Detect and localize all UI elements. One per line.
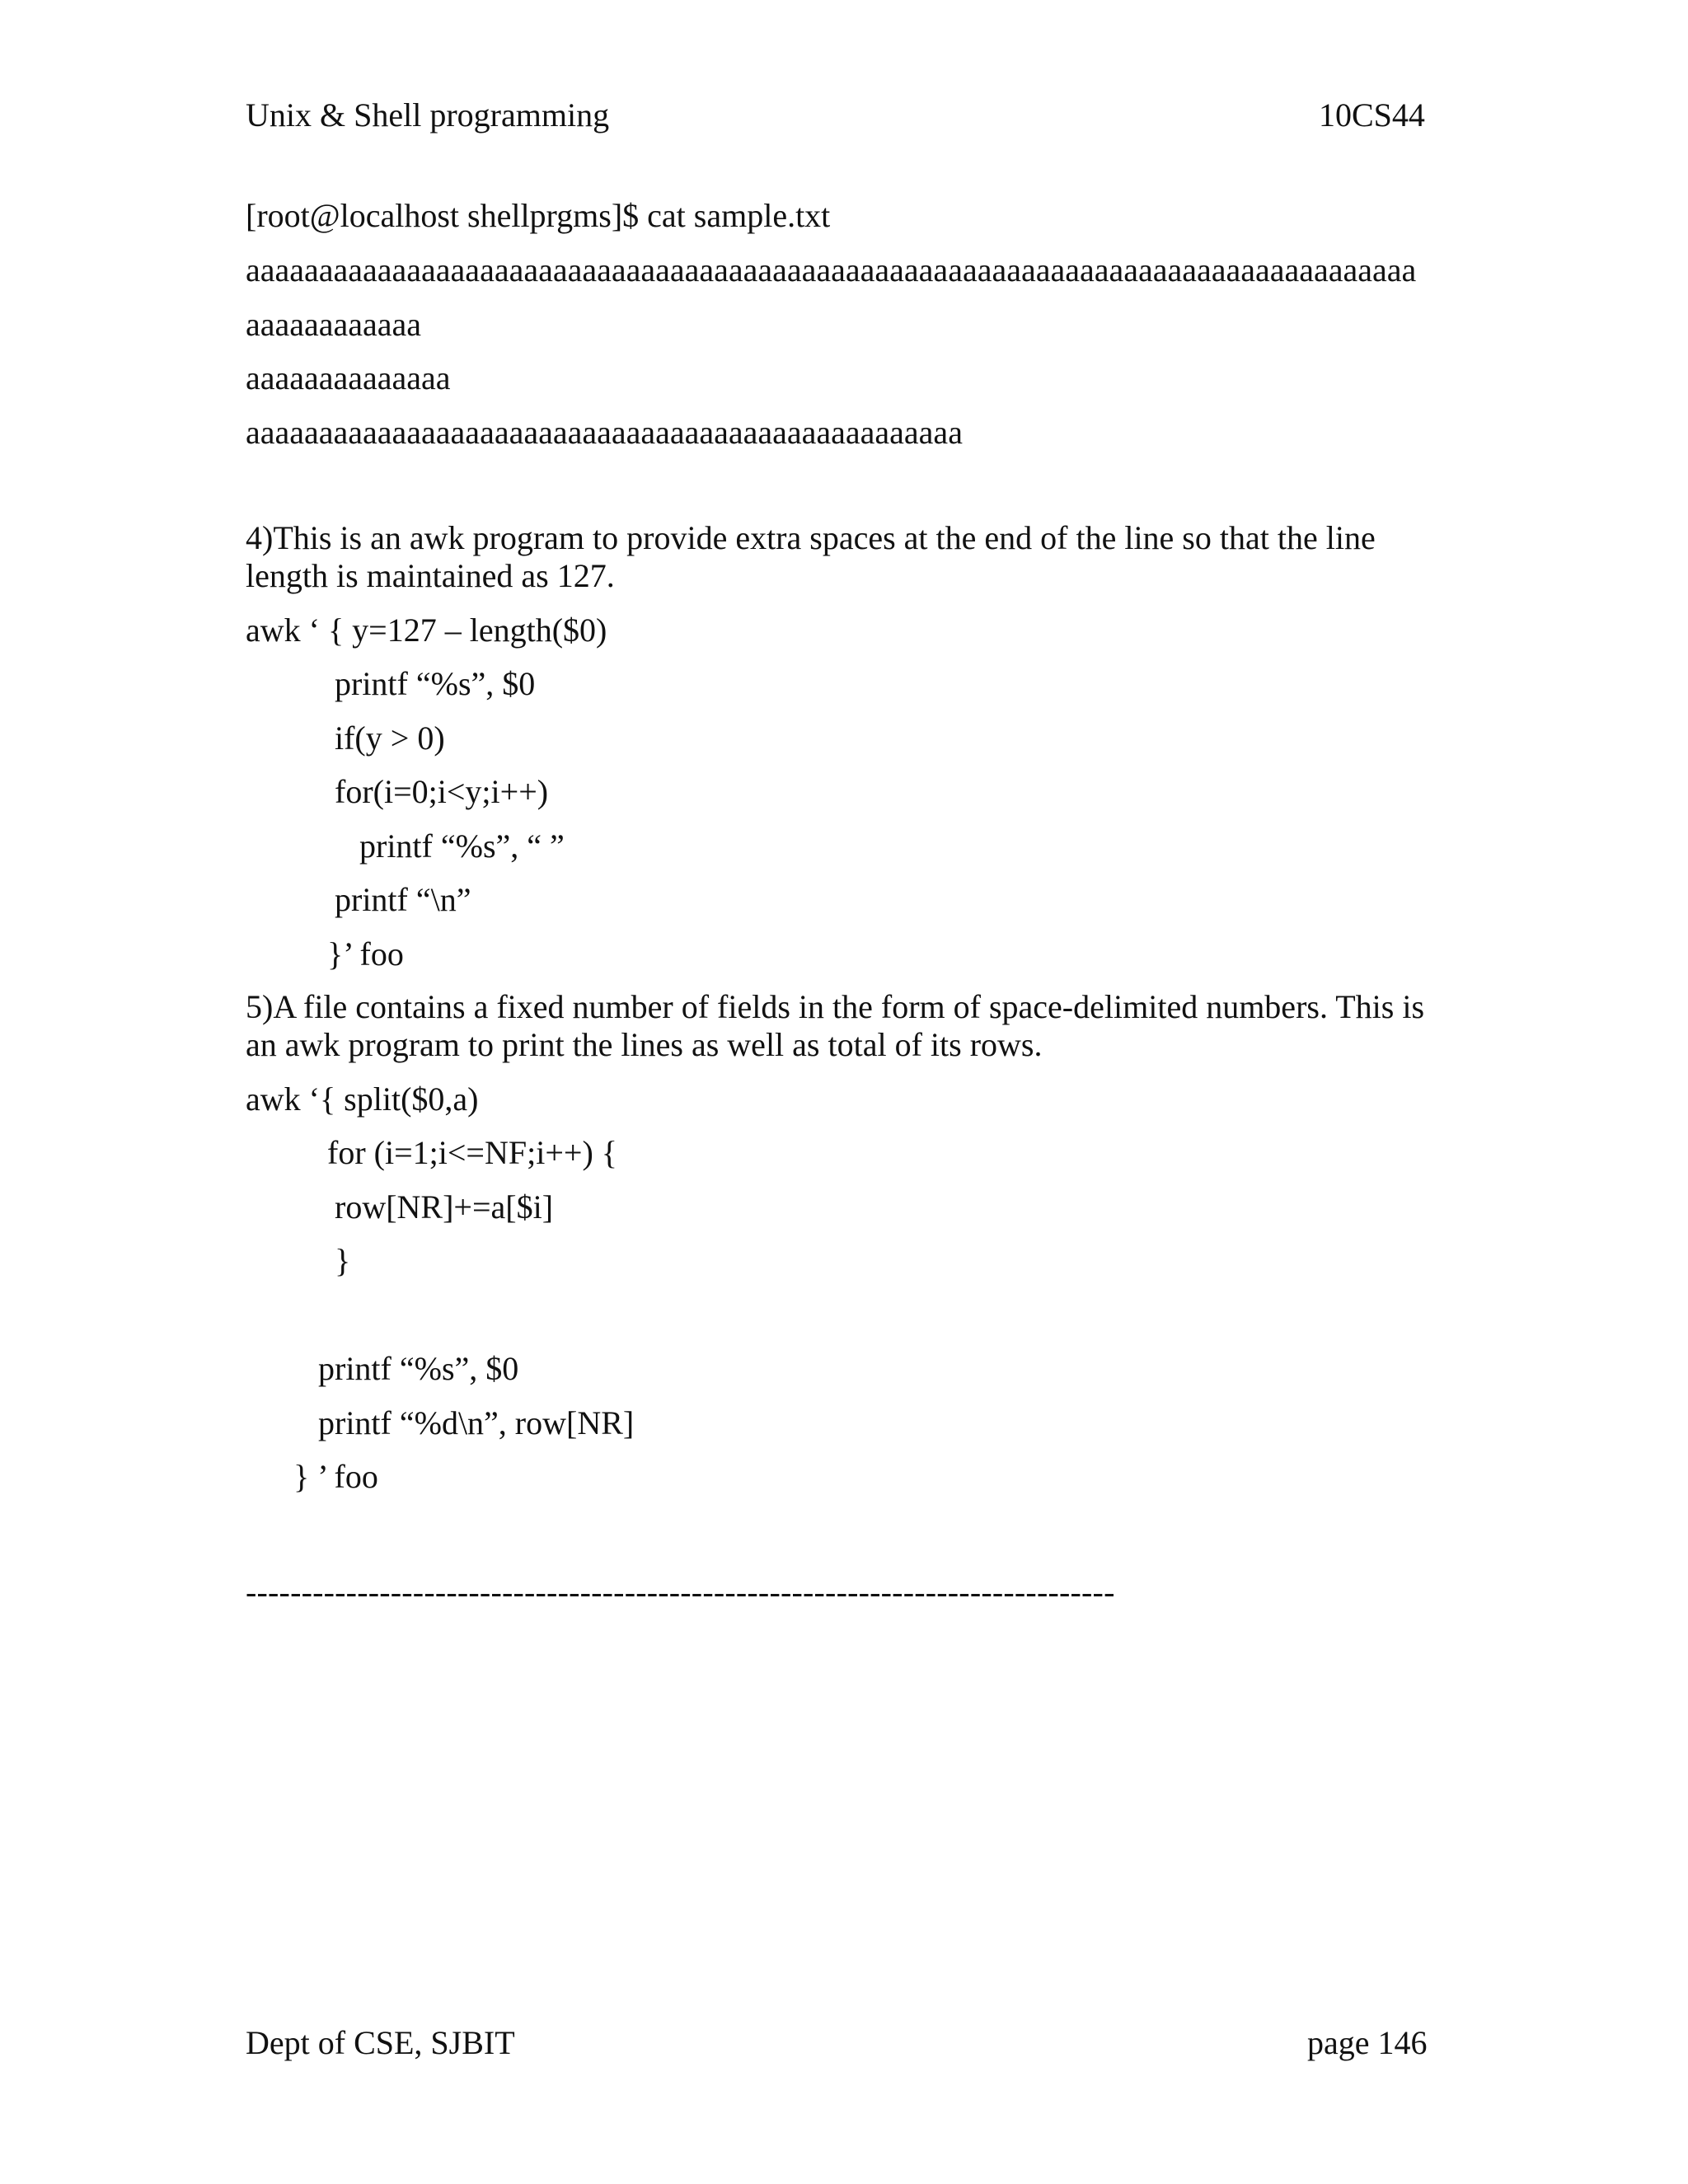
code-line: printf “\n” — [335, 881, 471, 918]
code-line: row[NR]+=a[$i] — [335, 1188, 554, 1226]
code-line: awk ‘{ split($0,a) — [246, 1080, 479, 1118]
section-4-description: 4)This is an awk program to provide extra spaces at the end of the line so that the line length is maintained as 127. — [246, 519, 1376, 594]
section-divider: ------------------------------------------------------------------------------ — [246, 1573, 1115, 1610]
footer-department: Dept of CSE, SJBIT — [246, 2024, 515, 2061]
terminal-output-line: aaaaaaaaaaaaaa — [246, 359, 451, 396]
header-course-code: 10CS44 — [1319, 96, 1425, 134]
terminal-output-line: aaaaaaaaaaaaaaaaaaaaaaaaaaaaaaaaaaaaaaaaaaaaaaaaa — [246, 414, 963, 451]
terminal-output-line: aaaaaaaaaaaa — [246, 306, 422, 343]
code-line: } — [335, 1242, 351, 1279]
code-line: for (i=1;i<=NF;i++) { — [327, 1134, 617, 1171]
code-line: printf “%d\n”, row[NR] — [318, 1404, 635, 1441]
terminal-output-line: aaaaaaaaaaaaaaaaaaaaaaaaaaaaaaaaaaaaaaaaaaaaaaaaaaaaaaaaaaaaaaaaaaaaaaaaaaaaaaaa — [246, 251, 1417, 288]
code-line: printf “%s”, $0 — [335, 665, 536, 702]
code-line: }’ foo — [327, 935, 404, 972]
section-5-description: 5)A file contains a fixed number of fields in the form of space-delimited numbers. This is an awk program to print the lines as well as total of its rows. — [246, 988, 1425, 1063]
code-line: if(y > 0) — [335, 719, 445, 757]
header-title: Unix & Shell programming — [246, 96, 610, 134]
code-line: printf “%s”, $0 — [318, 1350, 519, 1387]
terminal-command: [root@localhost shellprgms]$ cat sample.txt — [246, 197, 831, 234]
code-line: for(i=0;i<y;i++) — [335, 773, 549, 810]
code-line: } ’ foo — [293, 1458, 378, 1495]
footer-page-number: page 146 — [1307, 2024, 1428, 2061]
code-line: printf “%s”, “ ” — [359, 827, 565, 865]
code-line: awk ‘ { y=127 – length($0) — [246, 612, 607, 649]
